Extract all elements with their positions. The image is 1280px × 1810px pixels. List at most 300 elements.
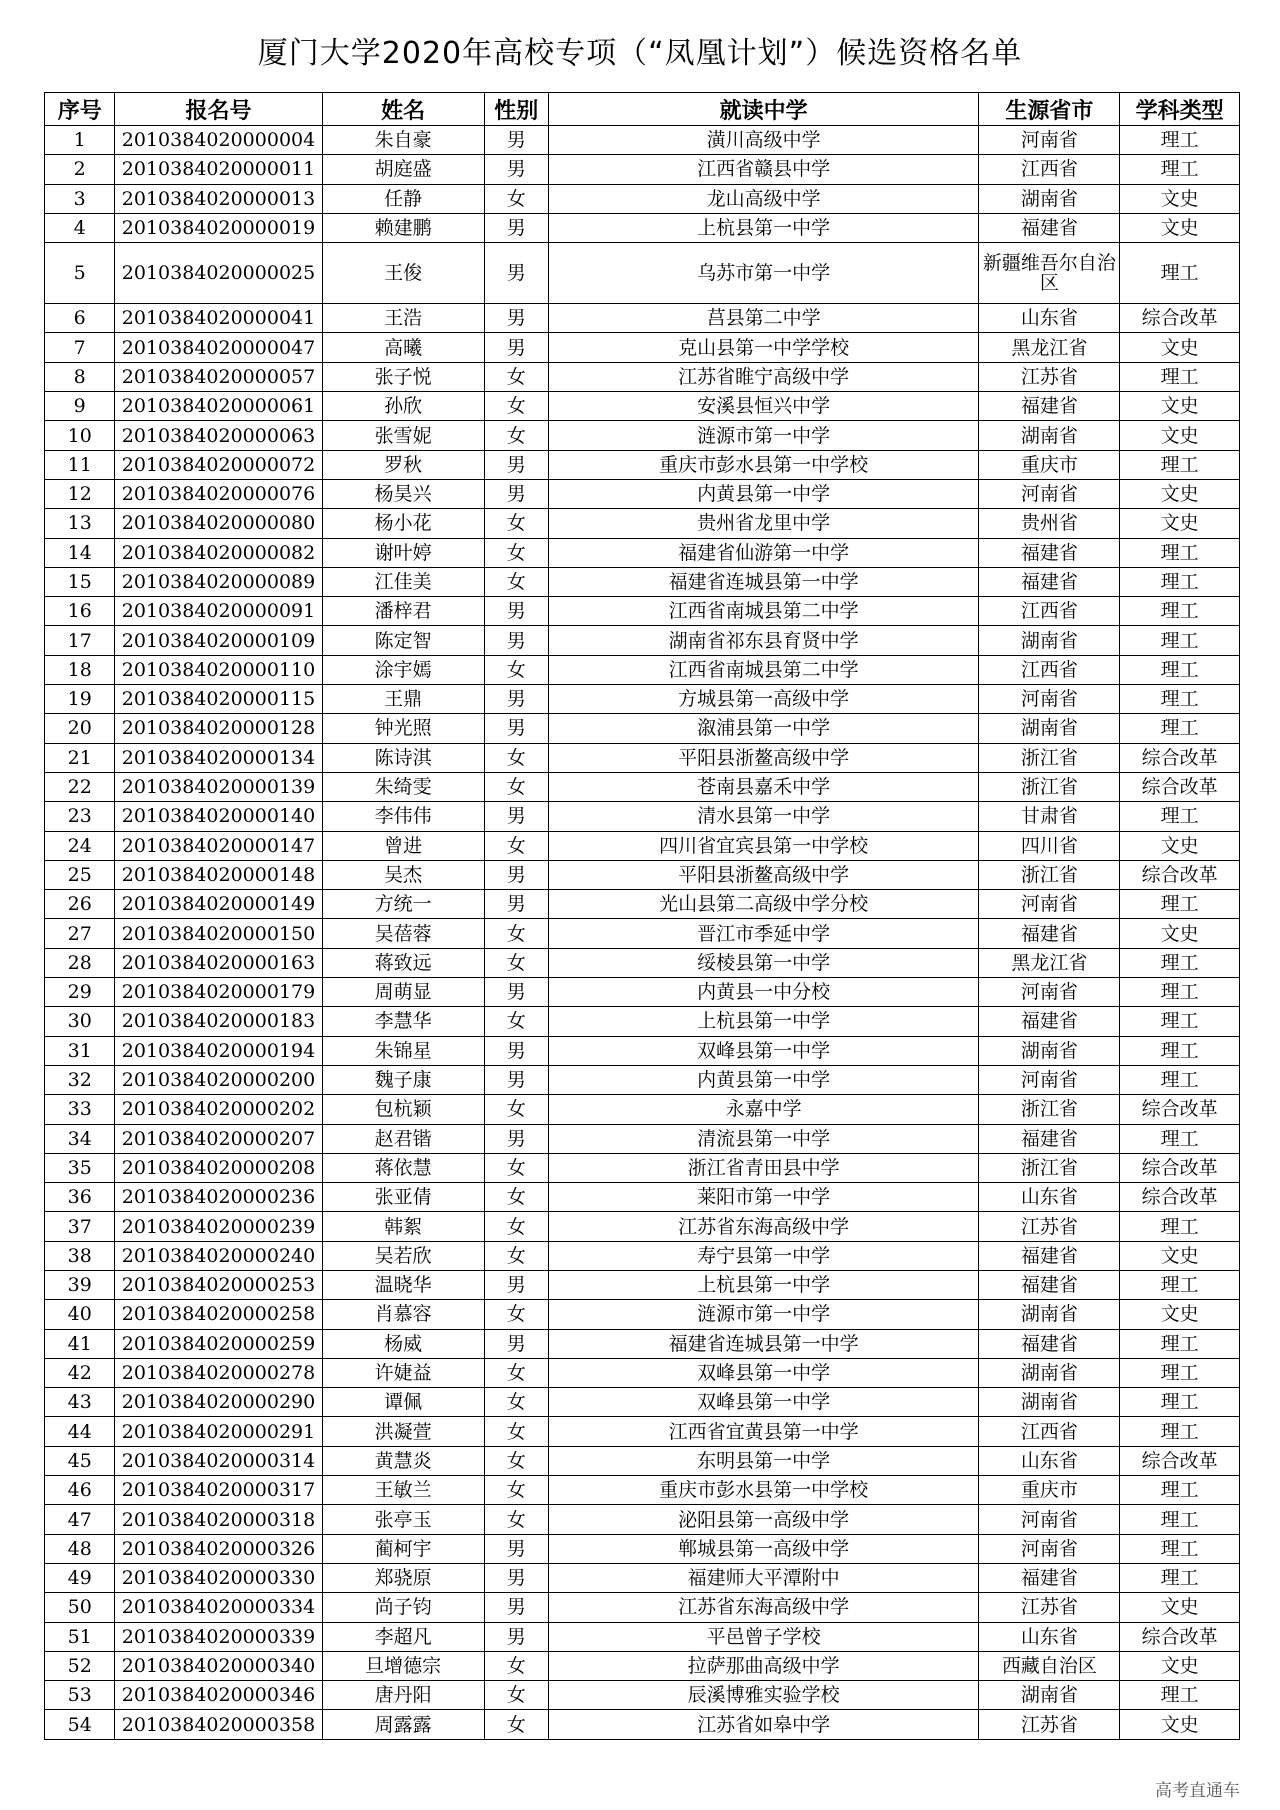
cell-registration-no: 2010384020000149 <box>115 890 322 919</box>
cell-registration-no: 2010384020000150 <box>115 919 322 948</box>
cell-seq: 42 <box>45 1358 115 1387</box>
cell-subject-type: 理工 <box>1120 1505 1240 1534</box>
cell-name: 韩絮 <box>322 1212 484 1241</box>
cell-province: 福建省 <box>979 1329 1120 1358</box>
cell-province: 江苏省 <box>979 362 1120 391</box>
cell-school: 涟源市第一中学 <box>548 1300 979 1329</box>
table-header-row <box>45 93 1240 126</box>
cell-name: 尚子钧 <box>322 1593 484 1622</box>
cell-registration-no: 2010384020000318 <box>115 1505 322 1534</box>
header-registration-no: 报名号 <box>115 93 322 126</box>
candidate-table <box>44 92 1240 1740</box>
cell-seq: 50 <box>45 1593 115 1622</box>
cell-seq: 4 <box>45 213 115 242</box>
cell-province: 浙江省 <box>979 1095 1120 1124</box>
table-row <box>45 1417 1240 1446</box>
cell-seq: 37 <box>45 1212 115 1241</box>
cell-subject-type: 文史 <box>1120 831 1240 860</box>
cell-registration-no: 2010384020000148 <box>115 860 322 889</box>
cell-name: 黄慧炎 <box>322 1446 484 1475</box>
cell-province: 新疆维吾尔自治区 <box>979 243 1120 304</box>
table-row <box>45 1476 1240 1505</box>
cell-school: 泌阳县第一高级中学 <box>548 1505 979 1534</box>
cell-gender: 女 <box>484 392 548 421</box>
cell-registration-no: 2010384020000239 <box>115 1212 322 1241</box>
cell-school: 寿宁县第一中学 <box>548 1241 979 1270</box>
cell-registration-no: 2010384020000063 <box>115 421 322 450</box>
cell-name: 张子悦 <box>322 362 484 391</box>
cell-subject-type: 文史 <box>1120 509 1240 538</box>
table-row <box>45 1388 1240 1417</box>
cell-registration-no: 2010384020000115 <box>115 685 322 714</box>
cell-province: 甘肃省 <box>979 802 1120 831</box>
cell-name: 蒋依慧 <box>322 1153 484 1182</box>
cell-subject-type: 理工 <box>1120 1358 1240 1387</box>
cell-registration-no: 2010384020000061 <box>115 392 322 421</box>
cell-registration-no: 2010384020000139 <box>115 772 322 801</box>
cell-subject-type: 综合改革 <box>1120 743 1240 772</box>
cell-school: 江苏省如皋中学 <box>548 1710 979 1739</box>
cell-gender: 男 <box>484 479 548 508</box>
cell-seq: 52 <box>45 1651 115 1680</box>
cell-school: 辰溪博雅实验学校 <box>548 1681 979 1710</box>
cell-seq: 46 <box>45 1476 115 1505</box>
cell-gender: 男 <box>484 1036 548 1065</box>
cell-name: 赖建鹏 <box>322 213 484 242</box>
cell-province: 贵州省 <box>979 509 1120 538</box>
cell-name: 罗秋 <box>322 450 484 479</box>
cell-name: 赵君锴 <box>322 1124 484 1153</box>
cell-gender: 女 <box>484 1417 548 1446</box>
cell-registration-no: 2010384020000358 <box>115 1710 322 1739</box>
cell-registration-no: 2010384020000140 <box>115 802 322 831</box>
cell-name: 杨小花 <box>322 509 484 538</box>
cell-gender: 女 <box>484 831 548 860</box>
cell-school: 重庆市彭水县第一中学校 <box>548 1476 979 1505</box>
table-row <box>45 1036 1240 1065</box>
cell-province: 福建省 <box>979 1270 1120 1299</box>
cell-school: 苍南县嘉禾中学 <box>548 772 979 801</box>
cell-province: 河南省 <box>979 1534 1120 1563</box>
cell-name: 张亚倩 <box>322 1183 484 1212</box>
cell-name: 任静 <box>322 184 484 213</box>
cell-school: 江苏省东海高级中学 <box>548 1212 979 1241</box>
cell-province: 黑龙江省 <box>979 333 1120 362</box>
cell-name: 潘梓君 <box>322 597 484 626</box>
cell-registration-no: 2010384020000208 <box>115 1153 322 1182</box>
cell-school: 清流县第一中学 <box>548 1124 979 1153</box>
cell-school: 潢川高级中学 <box>548 126 979 155</box>
cell-registration-no: 2010384020000258 <box>115 1300 322 1329</box>
cell-school: 江西省南城县第二中学 <box>548 655 979 684</box>
table-row <box>45 1183 1240 1212</box>
table-row <box>45 1446 1240 1475</box>
cell-province: 福建省 <box>979 1007 1120 1036</box>
cell-province: 山东省 <box>979 304 1120 333</box>
cell-gender: 女 <box>484 772 548 801</box>
cell-registration-no: 2010384020000202 <box>115 1095 322 1124</box>
cell-subject-type: 理工 <box>1120 655 1240 684</box>
cell-subject-type: 理工 <box>1120 1417 1240 1446</box>
cell-gender: 女 <box>484 184 548 213</box>
cell-province: 江西省 <box>979 655 1120 684</box>
cell-school: 乌苏市第一中学 <box>548 243 979 304</box>
cell-name: 王敏兰 <box>322 1476 484 1505</box>
cell-subject-type: 理工 <box>1120 1563 1240 1592</box>
cell-gender: 男 <box>484 1563 548 1592</box>
table-row <box>45 567 1240 596</box>
table-row <box>45 1651 1240 1680</box>
cell-gender: 男 <box>484 597 548 626</box>
cell-gender: 男 <box>484 1329 548 1358</box>
cell-province: 湖南省 <box>979 184 1120 213</box>
table-row <box>45 362 1240 391</box>
cell-gender: 女 <box>484 421 548 450</box>
cell-registration-no: 2010384020000057 <box>115 362 322 391</box>
cell-seq: 7 <box>45 333 115 362</box>
cell-subject-type: 理工 <box>1120 802 1240 831</box>
cell-name: 温晓华 <box>322 1270 484 1299</box>
table-row <box>45 1563 1240 1592</box>
cell-province: 黑龙江省 <box>979 948 1120 977</box>
cell-school: 东明县第一中学 <box>548 1446 979 1475</box>
cell-subject-type: 文史 <box>1120 392 1240 421</box>
cell-province: 重庆市 <box>979 450 1120 479</box>
cell-seq: 54 <box>45 1710 115 1739</box>
cell-registration-no: 2010384020000334 <box>115 1593 322 1622</box>
table-row <box>45 1300 1240 1329</box>
cell-province: 江苏省 <box>979 1593 1120 1622</box>
cell-registration-no: 2010384020000240 <box>115 1241 322 1270</box>
cell-school: 重庆市彭水县第一中学校 <box>548 450 979 479</box>
cell-gender: 男 <box>484 126 548 155</box>
cell-gender: 男 <box>484 1622 548 1651</box>
cell-registration-no: 2010384020000339 <box>115 1622 322 1651</box>
table-row <box>45 184 1240 213</box>
table-row <box>45 772 1240 801</box>
cell-registration-no: 2010384020000076 <box>115 479 322 508</box>
cell-seq: 47 <box>45 1505 115 1534</box>
table-row <box>45 333 1240 362</box>
cell-seq: 19 <box>45 685 115 714</box>
cell-registration-no: 2010384020000207 <box>115 1124 322 1153</box>
cell-name: 张雪妮 <box>322 421 484 450</box>
cell-seq: 53 <box>45 1681 115 1710</box>
cell-seq: 14 <box>45 538 115 567</box>
cell-subject-type: 理工 <box>1120 1036 1240 1065</box>
cell-seq: 26 <box>45 890 115 919</box>
cell-province: 河南省 <box>979 685 1120 714</box>
cell-name: 江佳美 <box>322 567 484 596</box>
cell-name: 王浩 <box>322 304 484 333</box>
cell-gender: 女 <box>484 538 548 567</box>
cell-name: 周露露 <box>322 1710 484 1739</box>
cell-name: 陈定智 <box>322 626 484 655</box>
header-school: 就读中学 <box>548 93 979 126</box>
table-row <box>45 831 1240 860</box>
cell-registration-no: 2010384020000291 <box>115 1417 322 1446</box>
cell-registration-no: 2010384020000200 <box>115 1065 322 1094</box>
cell-subject-type: 理工 <box>1120 1388 1240 1417</box>
cell-province: 湖南省 <box>979 1036 1120 1065</box>
cell-name: 肖慕容 <box>322 1300 484 1329</box>
cell-subject-type: 综合改革 <box>1120 1183 1240 1212</box>
table-row <box>45 155 1240 184</box>
cell-registration-no: 2010384020000340 <box>115 1651 322 1680</box>
cell-province: 浙江省 <box>979 1153 1120 1182</box>
cell-subject-type: 理工 <box>1120 450 1240 479</box>
cell-subject-type: 文史 <box>1120 213 1240 242</box>
cell-name: 方统一 <box>322 890 484 919</box>
cell-registration-no: 2010384020000330 <box>115 1563 322 1592</box>
cell-school: 上杭县第一中学 <box>548 1007 979 1036</box>
table-row <box>45 1534 1240 1563</box>
cell-registration-no: 2010384020000134 <box>115 743 322 772</box>
cell-school: 晋江市季延中学 <box>548 919 979 948</box>
cell-subject-type: 理工 <box>1120 1065 1240 1094</box>
cell-subject-type: 理工 <box>1120 1212 1240 1241</box>
cell-subject-type: 理工 <box>1120 1007 1240 1036</box>
cell-seq: 21 <box>45 743 115 772</box>
cell-seq: 22 <box>45 772 115 801</box>
cell-province: 福建省 <box>979 1241 1120 1270</box>
cell-seq: 18 <box>45 655 115 684</box>
cell-province: 福建省 <box>979 538 1120 567</box>
cell-name: 周萌显 <box>322 978 484 1007</box>
cell-province: 山东省 <box>979 1622 1120 1651</box>
table-row <box>45 890 1240 919</box>
cell-province: 湖南省 <box>979 421 1120 450</box>
cell-name: 蒋致远 <box>322 948 484 977</box>
cell-seq: 10 <box>45 421 115 450</box>
cell-name: 张亭玉 <box>322 1505 484 1534</box>
cell-subject-type: 综合改革 <box>1120 860 1240 889</box>
page-title: 厦门大学2020年高校专项（“凤凰计划”）候选资格名单 <box>257 36 1023 71</box>
cell-registration-no: 2010384020000091 <box>115 597 322 626</box>
cell-province: 浙江省 <box>979 860 1120 889</box>
cell-subject-type: 理工 <box>1120 126 1240 155</box>
cell-registration-no: 2010384020000346 <box>115 1681 322 1710</box>
cell-name: 王鼎 <box>322 685 484 714</box>
cell-seq: 8 <box>45 362 115 391</box>
table-row <box>45 1622 1240 1651</box>
cell-registration-no: 2010384020000072 <box>115 450 322 479</box>
cell-province: 浙江省 <box>979 772 1120 801</box>
cell-school: 克山县第一中学学校 <box>548 333 979 362</box>
cell-province: 福建省 <box>979 919 1120 948</box>
cell-gender: 女 <box>484 655 548 684</box>
cell-registration-no: 2010384020000236 <box>115 1183 322 1212</box>
cell-gender: 女 <box>484 1212 548 1241</box>
cell-province: 河南省 <box>979 126 1120 155</box>
cell-name: 吴若欣 <box>322 1241 484 1270</box>
cell-school: 湖南省祁东县育贤中学 <box>548 626 979 655</box>
table-row <box>45 743 1240 772</box>
table-row <box>45 1095 1240 1124</box>
cell-province: 重庆市 <box>979 1476 1120 1505</box>
cell-seq: 9 <box>45 392 115 421</box>
cell-registration-no: 2010384020000047 <box>115 333 322 362</box>
cell-subject-type: 文史 <box>1120 1300 1240 1329</box>
cell-name: 朱自豪 <box>322 126 484 155</box>
cell-registration-no: 2010384020000089 <box>115 567 322 596</box>
cell-registration-no: 2010384020000314 <box>115 1446 322 1475</box>
header-seq: 序号 <box>45 93 115 126</box>
cell-registration-no: 2010384020000082 <box>115 538 322 567</box>
cell-seq: 30 <box>45 1007 115 1036</box>
cell-province: 福建省 <box>979 392 1120 421</box>
cell-name: 孙欣 <box>322 392 484 421</box>
cell-name: 吴蓓蓉 <box>322 919 484 948</box>
cell-seq: 40 <box>45 1300 115 1329</box>
cell-registration-no: 2010384020000194 <box>115 1036 322 1065</box>
table-row <box>45 978 1240 1007</box>
cell-name: 高曦 <box>322 333 484 362</box>
cell-gender: 男 <box>484 890 548 919</box>
cell-seq: 31 <box>45 1036 115 1065</box>
cell-province: 湖南省 <box>979 1388 1120 1417</box>
cell-seq: 28 <box>45 948 115 977</box>
cell-seq: 24 <box>45 831 115 860</box>
cell-province: 河南省 <box>979 479 1120 508</box>
table-row <box>45 655 1240 684</box>
cell-registration-no: 2010384020000013 <box>115 184 322 213</box>
table-row <box>45 1153 1240 1182</box>
cell-school: 莒县第二中学 <box>548 304 979 333</box>
cell-gender: 男 <box>484 802 548 831</box>
cell-subject-type: 理工 <box>1120 1476 1240 1505</box>
cell-name: 杨威 <box>322 1329 484 1358</box>
table-row <box>45 685 1240 714</box>
cell-gender: 女 <box>484 1007 548 1036</box>
cell-gender: 男 <box>484 1534 548 1563</box>
cell-subject-type: 理工 <box>1120 978 1240 1007</box>
cell-school: 江西省宜黄县第一中学 <box>548 1417 979 1446</box>
cell-subject-type: 综合改革 <box>1120 772 1240 801</box>
cell-registration-no: 2010384020000004 <box>115 126 322 155</box>
cell-gender: 女 <box>484 567 548 596</box>
header-gender: 性别 <box>484 93 548 126</box>
table-row <box>45 626 1240 655</box>
cell-name: 涂宇嫣 <box>322 655 484 684</box>
cell-seq: 23 <box>45 802 115 831</box>
cell-seq: 16 <box>45 597 115 626</box>
cell-school: 贵州省龙里中学 <box>548 509 979 538</box>
cell-school: 福建省仙游第一中学 <box>548 538 979 567</box>
cell-seq: 41 <box>45 1329 115 1358</box>
cell-subject-type: 理工 <box>1120 685 1240 714</box>
cell-province: 福建省 <box>979 213 1120 242</box>
cell-school: 方城县第一高级中学 <box>548 685 979 714</box>
cell-school: 福建省连城县第一中学 <box>548 567 979 596</box>
table-row <box>45 802 1240 831</box>
cell-registration-no: 2010384020000290 <box>115 1388 322 1417</box>
table-row <box>45 597 1240 626</box>
cell-seq: 1 <box>45 126 115 155</box>
table-row <box>45 1241 1240 1270</box>
cell-seq: 5 <box>45 243 115 304</box>
table-row <box>45 126 1240 155</box>
cell-subject-type: 理工 <box>1120 538 1240 567</box>
cell-school: 光山县第二高级中学分校 <box>548 890 979 919</box>
cell-seq: 13 <box>45 509 115 538</box>
table-row <box>45 392 1240 421</box>
table-row <box>45 509 1240 538</box>
cell-gender: 女 <box>484 509 548 538</box>
table-row <box>45 479 1240 508</box>
cell-gender: 女 <box>484 1388 548 1417</box>
cell-gender: 女 <box>484 1651 548 1680</box>
cell-seq: 11 <box>45 450 115 479</box>
table-row <box>45 1007 1240 1036</box>
cell-gender: 女 <box>484 1446 548 1475</box>
cell-registration-no: 2010384020000109 <box>115 626 322 655</box>
cell-seq: 44 <box>45 1417 115 1446</box>
cell-province: 湖南省 <box>979 1681 1120 1710</box>
cell-school: 莱阳市第一中学 <box>548 1183 979 1212</box>
cell-subject-type: 理工 <box>1120 1329 1240 1358</box>
cell-gender: 女 <box>484 919 548 948</box>
cell-seq: 48 <box>45 1534 115 1563</box>
cell-name: 魏子康 <box>322 1065 484 1094</box>
cell-subject-type: 理工 <box>1120 155 1240 184</box>
cell-registration-no: 2010384020000253 <box>115 1270 322 1299</box>
cell-seq: 33 <box>45 1095 115 1124</box>
cell-registration-no: 2010384020000278 <box>115 1358 322 1387</box>
cell-province: 西藏自治区 <box>979 1651 1120 1680</box>
cell-province: 湖南省 <box>979 626 1120 655</box>
table-row <box>45 1212 1240 1241</box>
cell-registration-no: 2010384020000110 <box>115 655 322 684</box>
cell-registration-no: 2010384020000183 <box>115 1007 322 1036</box>
cell-school: 拉萨那曲高级中学 <box>548 1651 979 1680</box>
cell-name: 曾进 <box>322 831 484 860</box>
cell-name: 杨昊兴 <box>322 479 484 508</box>
cell-seq: 12 <box>45 479 115 508</box>
cell-subject-type: 理工 <box>1120 890 1240 919</box>
cell-province: 山东省 <box>979 1446 1120 1475</box>
cell-province: 河南省 <box>979 1505 1120 1534</box>
cell-school: 平阳县浙鳌高级中学 <box>548 860 979 889</box>
cell-school: 平阳县浙鳌高级中学 <box>548 743 979 772</box>
cell-school: 双峰县第一中学 <box>548 1388 979 1417</box>
table-row <box>45 919 1240 948</box>
cell-gender: 男 <box>484 714 548 743</box>
cell-province: 四川省 <box>979 831 1120 860</box>
table-body <box>45 126 1240 1740</box>
cell-province: 江西省 <box>979 155 1120 184</box>
cell-province: 湖南省 <box>979 1358 1120 1387</box>
cell-subject-type: 理工 <box>1120 714 1240 743</box>
cell-gender: 男 <box>484 243 548 304</box>
cell-seq: 34 <box>45 1124 115 1153</box>
cell-school: 江西省南城县第二中学 <box>548 597 979 626</box>
cell-subject-type: 综合改革 <box>1120 1153 1240 1182</box>
cell-subject-type: 综合改革 <box>1120 1446 1240 1475</box>
table-row <box>45 1505 1240 1534</box>
table-row <box>45 1358 1240 1387</box>
cell-gender: 女 <box>484 1505 548 1534</box>
table-row <box>45 538 1240 567</box>
cell-province: 湖南省 <box>979 714 1120 743</box>
cell-subject-type: 理工 <box>1120 948 1240 977</box>
table-row <box>45 1710 1240 1739</box>
table-row <box>45 1593 1240 1622</box>
cell-subject-type: 文史 <box>1120 1241 1240 1270</box>
cell-name: 李超凡 <box>322 1622 484 1651</box>
cell-seq: 49 <box>45 1563 115 1592</box>
table-row <box>45 948 1240 977</box>
